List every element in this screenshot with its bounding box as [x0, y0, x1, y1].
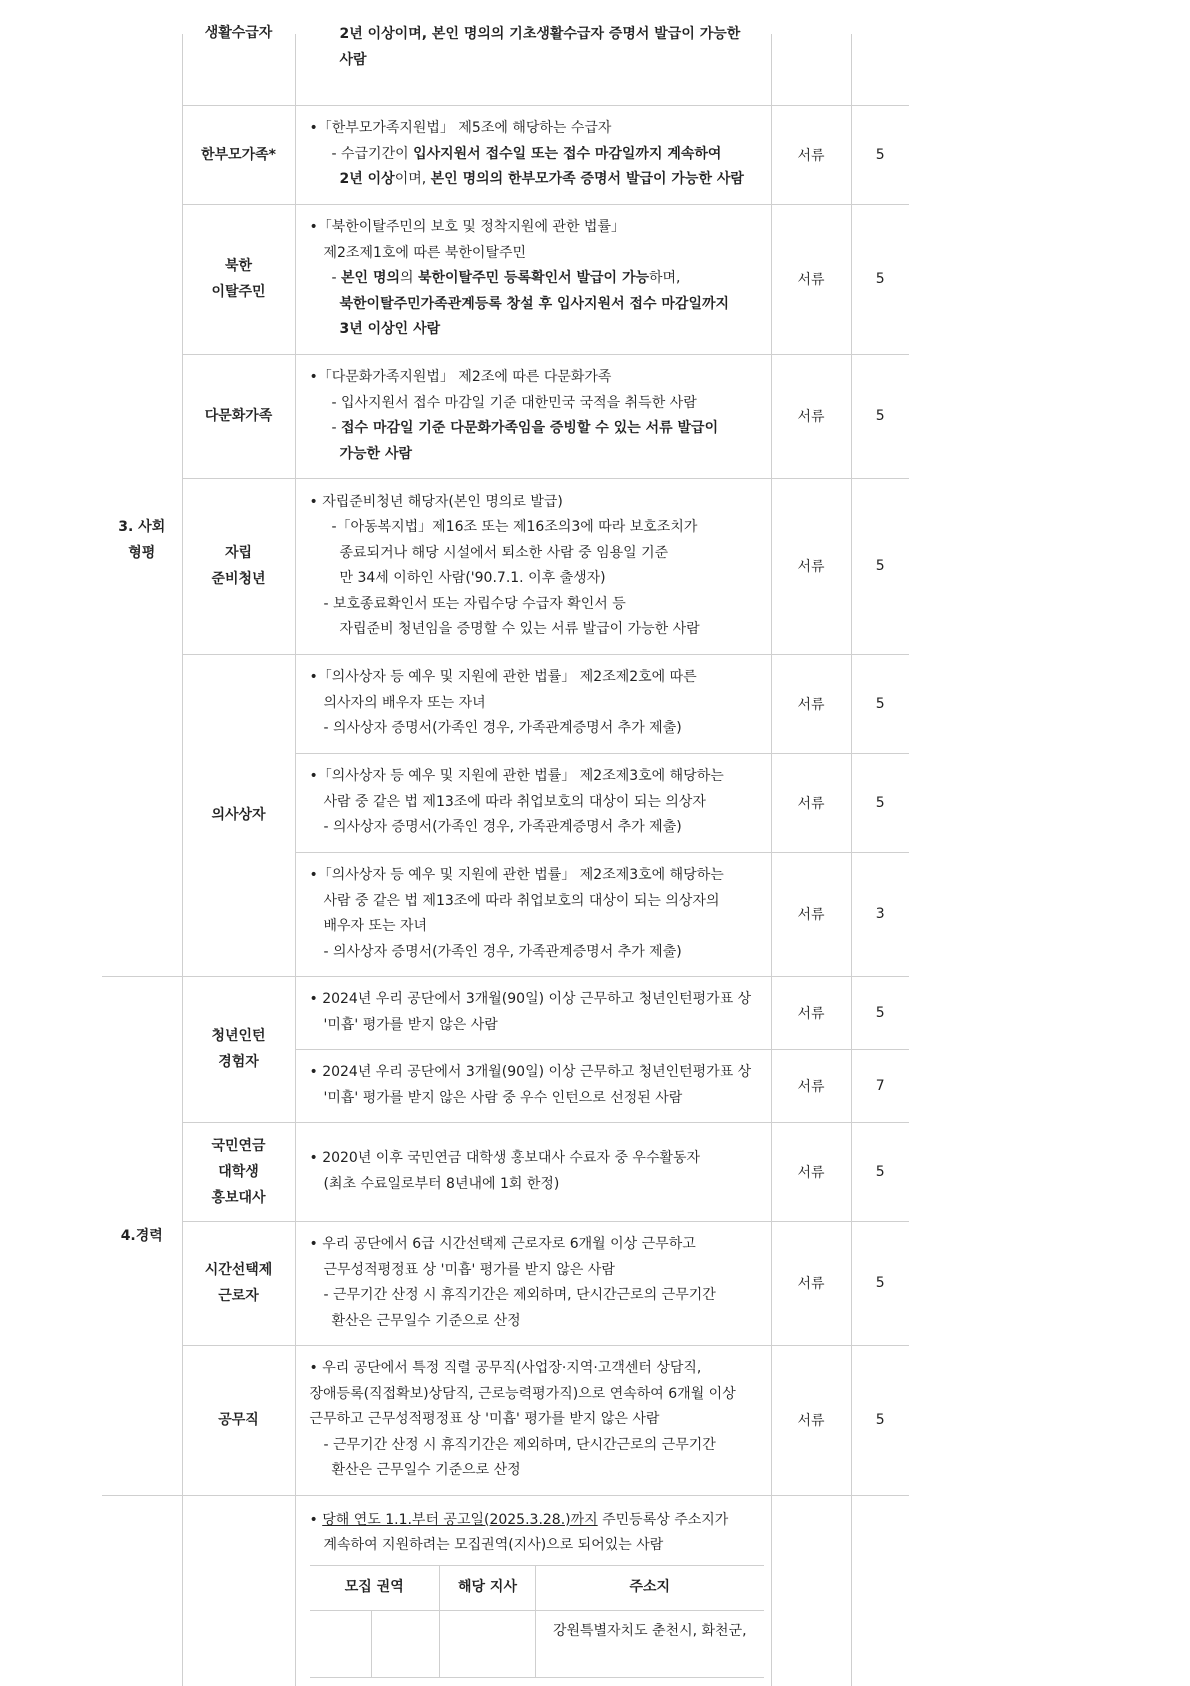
- category-social-equity: 3. 사회 형평: [102, 105, 182, 976]
- evaluation-method: 서류: [771, 105, 851, 204]
- criteria-intern-2: • 2024년 우리 공단에서 3개월(90일) 이상 근무하고 청년인턴평가표 상 '미흡' 평가를 받지 않은 사람 중 우수 인턴으로 선정된 사람: [295, 1049, 771, 1122]
- evaluation-method: 서류: [771, 1345, 851, 1495]
- points: 7: [851, 1049, 909, 1122]
- category-career: 4.경력: [102, 976, 182, 1495]
- table-row: [102, 204, 909, 354]
- table-row: [102, 34, 909, 105]
- points: 5: [851, 204, 909, 354]
- region-table: [310, 1565, 764, 1678]
- bonus-points-table: [102, 25, 909, 1686]
- subcategory-patriot: 의사상자: [182, 654, 295, 976]
- points: 3: [851, 852, 909, 976]
- desc-line: 사람: [339, 51, 367, 68]
- region-table-header: [310, 1565, 764, 1610]
- evaluation-method: 서류: [771, 1049, 851, 1122]
- desc-line: 2년 이상이며, 본인 명의의 기초생활수급자 증명서 발급이 가능한: [339, 26, 741, 42]
- subcategory-multicultural: 다문화가족: [182, 354, 295, 478]
- subcategory-civil: 공무직: [182, 1345, 295, 1495]
- criteria-civil: • 우리 공단에서 특정 직렬 공무직(사업장·지역·고객센터 상담직, 장애등록(직접확보)상담직, 근로능력평가직)으로 연속하여 6개월 이상 근무하고 근무성적평정표 상 '미흡' 평가를 받지 않은 사람 - 근무기간 산정 시 휴직기간은 제외하며, 단시간근로의 근무기간 환산은 근무일수 기준으로 산정: [295, 1345, 771, 1495]
- evaluation-method: 서류: [771, 753, 851, 852]
- criteria-parttime: • 우리 공단에서 6급 시간선택제 근로자로 6개월 이상 근무하고 근무성적평정표 상 '미흡' 평가를 받지 않은 사람 - 근무기간 산정 시 휴직기간은 제외하며, 단시간근로의 근무기간 환산은 근무일수 기준으로 산정: [295, 1221, 771, 1345]
- criteria-patriot-3: •「의사상자 등 예우 및 지원에 관한 법률」 제2조제3호에 해당하는 사람 중 같은 법 제13조에 따라 취업보호의 대상이 되는 의상자의 배우자 또는 자녀 - 의사상자 증명서(가족인 경우, 가족관계증명서 추가 제출): [295, 852, 771, 976]
- criteria-patriot-2: •「의사상자 등 예우 및 지원에 관한 법률」 제2조제3호에 해당하는 사람 중 같은 법 제13조에 따라 취업보호의 대상이 되는 의상자 - 의사상자 증명서(가족인 경우, 가족관계증명서 추가 제출): [295, 753, 771, 852]
- criteria-patriot-1: •「의사상자 등 예우 및 지원에 관한 법률」 제2조제2호에 따른 의사자의 배우자 또는 자녀 - 의사상자 증명서(가족인 경우, 가족관계증명서 추가 제출): [295, 654, 771, 753]
- criteria-intern-1: • 2024년 우리 공단에서 3개월(90일) 이상 근무하고 청년인턴평가표 상 '미흡' 평가를 받지 않은 사람: [295, 976, 771, 1049]
- points: 5: [851, 478, 909, 654]
- address-cell: 강원특별자치도 춘천시, 화천군,: [536, 1610, 764, 1677]
- evaluation-method: 서류: [771, 654, 851, 753]
- evaluation-method: 서류: [771, 204, 851, 354]
- points: 5: [851, 654, 909, 753]
- subcategory-ambassador: 국민연금 대학생 홍보대사: [182, 1122, 295, 1221]
- table-row: [102, 1122, 909, 1221]
- evaluation-method: 서류: [771, 478, 851, 654]
- criteria-youth: • 자립준비청년 해당자(본인 명의로 발급) -「아동복지법」제16조 또는 제16조의3에 따라 보호조치가 종료되거나 해당 시설에서 퇴소한 사람 중 임용일 기준 만 34세 이하인 사람('90.7.1. 이후 출생자) - 보호종료확인서 또는 자립수당 수급자 확인서 등 자립준비 청년임을 증명할 수 있는 서류 발급이 가능한 사람: [295, 478, 771, 654]
- criteria-defector: •「북한이탈주민의 보호 및 정착지원에 관한 법률」 제2조제1호에 따른 북한이탈주민 - 본인 명의의 북한이탈주민 등록확인서 발급이 가능하며, 북한이탈주민가족관계등록 창설 후 입사지원서 접수 마감일까지 3년 이상인 사람: [295, 204, 771, 354]
- table-row: [102, 976, 909, 1049]
- evaluation-method: 서류: [771, 1221, 851, 1345]
- table-row: [102, 105, 909, 204]
- evaluation-method: 서류: [771, 976, 851, 1049]
- points: 5: [851, 1345, 909, 1495]
- criteria-ambassador: • 2020년 이후 국민연금 대학생 홍보대사 수료자 중 우수활동자 (최초 수료일로부터 8년내에 1회 한정): [295, 1122, 771, 1221]
- points: 5: [851, 354, 909, 478]
- subcategory-parttime: 시간선택제 근로자: [182, 1221, 295, 1345]
- subcategory-youth: 자립 준비청년: [182, 478, 295, 654]
- criteria-region: • 당해 연도 1.1.부터 공고일(2025.3.28.)까지 주민등록상 주소지가 계속하여 지원하려는 모집권역(지사)으로 되어있는 사람 모집 권역 해당 지사 주소지 강원특별자치도 춘천시, 화천군,: [295, 1495, 771, 1686]
- subcategory-label: 생활수급자: [204, 25, 273, 41]
- table-row: [102, 478, 909, 654]
- points: 5: [851, 976, 909, 1049]
- evaluation-method: 서류: [771, 354, 851, 478]
- header-branch: 해당 지사: [440, 1565, 536, 1610]
- subcategory-single-parent: 한부모가족*: [182, 105, 295, 204]
- evaluation-method: 서류: [771, 1122, 851, 1221]
- header-recruit-region: 모집 권역: [310, 1565, 440, 1610]
- points: 5: [851, 1122, 909, 1221]
- points: 5: [851, 753, 909, 852]
- table-row: [102, 1495, 909, 1686]
- points: 5: [851, 105, 909, 204]
- criteria-single-parent: •「한부모가족지원법」 제5조에 해당하는 수급자 - 수급기간이 입사지원서 접수일 또는 접수 마감일까지 계속하여 2년 이상이며, 본인 명의의 한부모가족 증명서 발급이 가능한 사람: [295, 105, 771, 204]
- points: 5: [851, 1221, 909, 1345]
- subcategory-intern: 청년인턴 경험자: [182, 976, 295, 1122]
- table-row: [102, 1345, 909, 1495]
- table-row: [102, 1221, 909, 1345]
- evaluation-method: 서류: [771, 852, 851, 976]
- table-row: [102, 654, 909, 753]
- criteria-multicultural: •「다문화가족지원법」 제2조에 따른 다문화가족 - 입사지원서 접수 마감일 기준 대한민국 국적을 취득한 사람 - 접수 마감일 기준 다문화가족임을 증빙할 수 있는 서류 발급이 가능한 사람: [295, 354, 771, 478]
- region-table-row: [310, 1610, 764, 1677]
- header-address: 주소지: [536, 1565, 764, 1610]
- subcategory-defector: 북한 이탈주민: [182, 204, 295, 354]
- table-row: [102, 354, 909, 478]
